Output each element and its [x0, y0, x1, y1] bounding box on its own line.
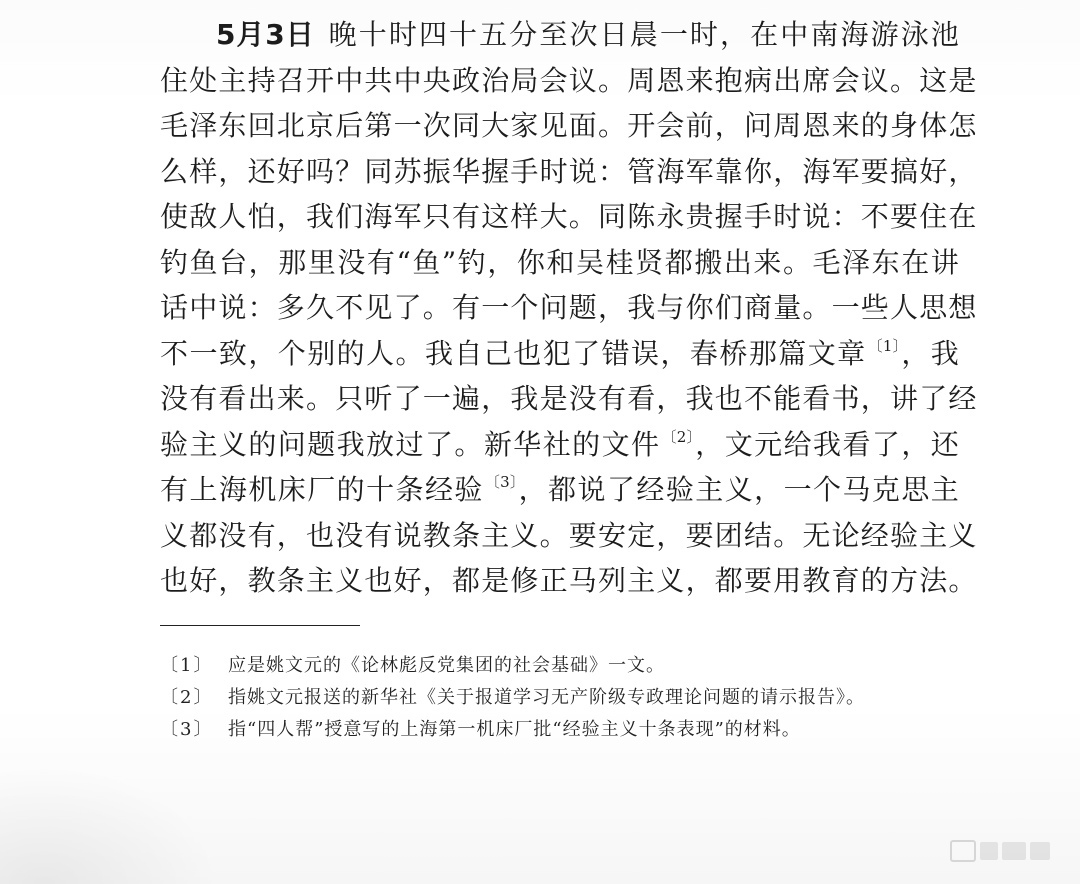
entry-date: 5月3日 [216, 18, 315, 51]
scan-shadow [0, 764, 220, 884]
entry-line: 毛泽东回北京后第一次同大家见面。开会前，问周恩来的身体怎 [160, 109, 978, 142]
footnote-ref-3[interactable]: 〔3〕 [484, 473, 518, 491]
entry-text: ，文元给我看了，还 [695, 427, 960, 461]
entry-text: 验主义的问题我放过了。新华社的文件 [160, 427, 661, 461]
footnote-marker: 〔3〕 [160, 719, 214, 740]
footnote-text: 应是姚文元的《论林彪反党集团的社会基础》一文。 [228, 655, 665, 676]
watermark-logo [950, 838, 1050, 864]
footnote-text: 指姚文元报送的新华社《关于报道学习无产阶级专政理论问题的请示报告》。 [228, 687, 865, 708]
entry-line: 么样，还好吗？同苏振华握手时说：管海军靠你，海军要搞好， [160, 154, 978, 188]
watermark-mark [1002, 842, 1026, 860]
footnote-2 [160, 682, 960, 714]
entry-line: 也好，教条主义也好，都是修正马列主义，都要用教育的方法。 [160, 564, 978, 597]
entry-text: 晚十时四十五分至次日晨一时，在中南海游泳池 [328, 18, 961, 51]
entry-line: 住处主持召开中共中央政治局会议。周恩来抱病出席会议。这是 [160, 63, 978, 97]
entry-line: 钓鱼台，那里没有“鱼”钓，你和吴桂贤都搬出来。毛泽东在讲 [160, 245, 960, 279]
footnote-marker: 〔2〕 [160, 687, 214, 708]
footnote-1 [160, 650, 960, 682]
entry-line: 没有看出来。只听了一遍，我是没有看，我也不能看书，讲了经 [160, 382, 978, 415]
footnote-ref-1[interactable]: 〔1〕 [867, 336, 901, 355]
entry-line [160, 331, 960, 377]
entry-text: ，都说了经验主义，一个马克思主 [518, 473, 960, 506]
entry-line [160, 467, 960, 513]
entry-text: 不一致，个别的人。我自己也犯了错误，春桥那篇文章 [160, 336, 867, 370]
footnote-3 [160, 714, 960, 746]
footnote-marker: 〔1〕 [160, 655, 214, 676]
footnote-text: 指“四人帮”授意写的上海第一机床厂批“经验主义十条表现”的材料。 [228, 719, 801, 740]
footnote-ref-2[interactable]: 〔2〕 [661, 427, 695, 446]
footnotes [160, 650, 960, 746]
entry-line [160, 12, 960, 58]
entry-body [160, 12, 978, 604]
footnote-divider [160, 625, 360, 626]
entry-line: 使敌人怕，我们海军只有这样大。同陈永贵握手时说：不要住在 [160, 200, 978, 233]
entry-line: 话中说：多久不见了。有一个问题，我与你们商量。一些人思想 [160, 291, 978, 324]
watermark-icon [950, 840, 976, 862]
watermark-mark [1030, 842, 1050, 860]
entry-text: 有上海机床厂的十条经验 [160, 473, 484, 506]
entry-text: ，我 [901, 336, 960, 370]
entry-line: 义都没有，也没有说教条主义。要安定，要团结。无论经验主义 [160, 518, 978, 552]
watermark-mark [980, 842, 998, 860]
entry-line [160, 422, 960, 468]
